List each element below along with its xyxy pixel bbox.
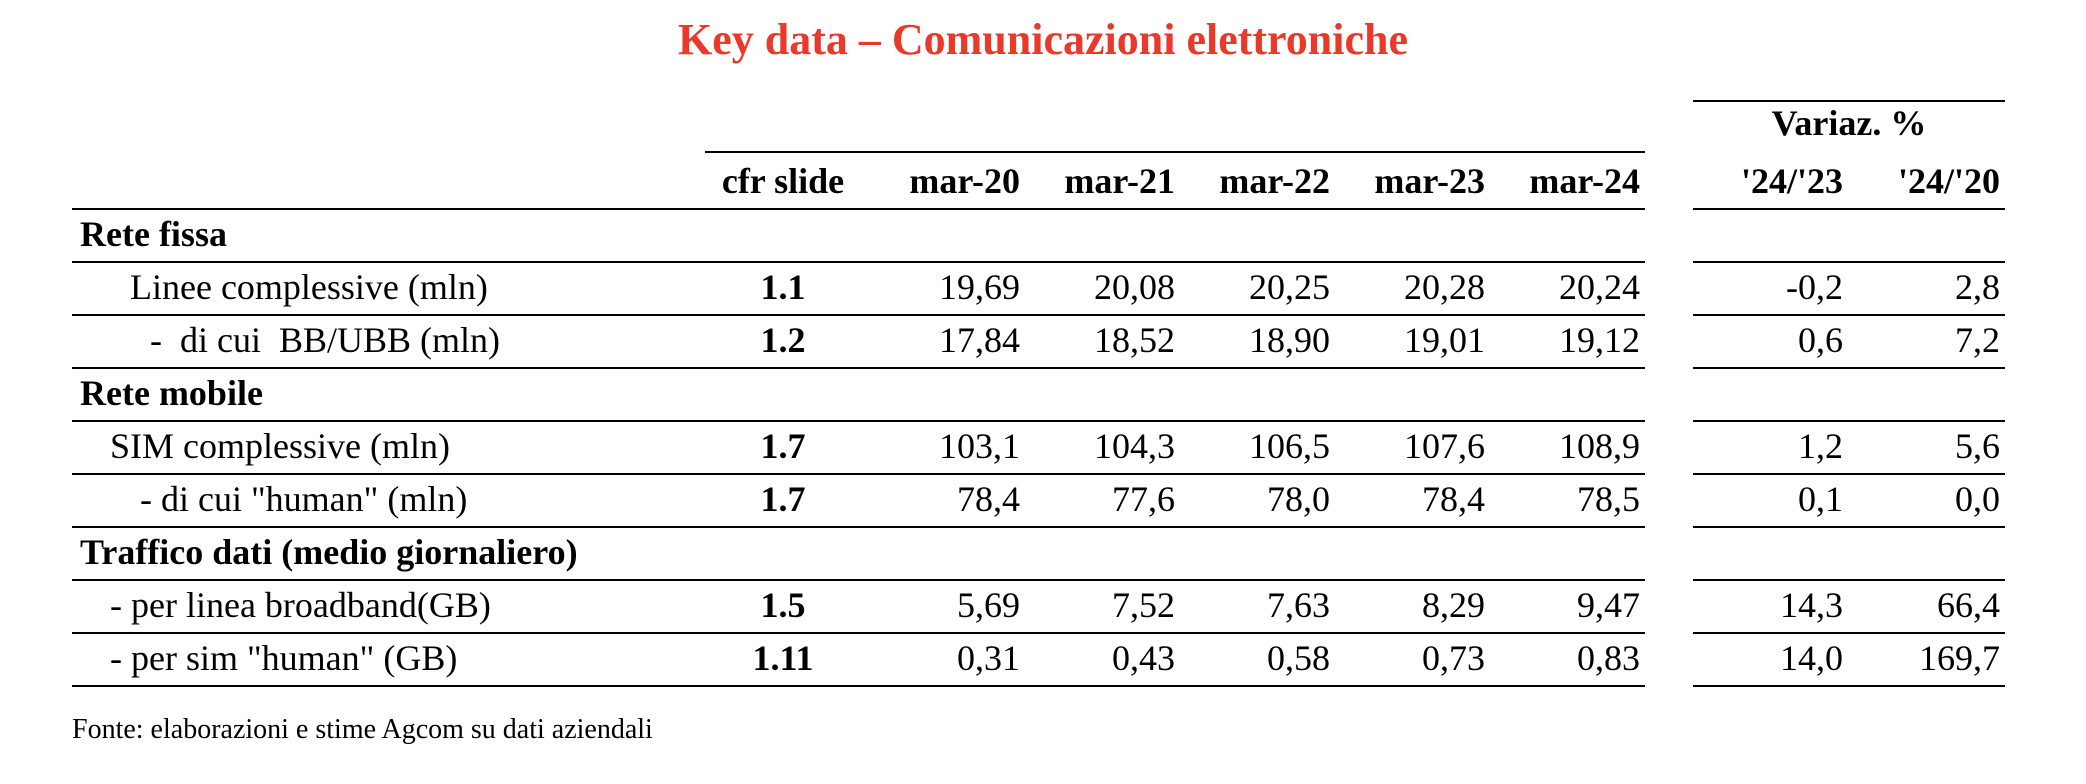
table-row	[0, 314, 2086, 367]
value-cell: 19,12	[1559, 320, 1640, 360]
row-label: - di cui "human" (mln)	[140, 479, 468, 519]
col-header-mar-21: mar-21	[1064, 161, 1175, 201]
source-note: Fonte: elaborazioni e stime Agcom su dati aziendali	[72, 714, 653, 745]
value-cell: 5,69	[957, 585, 1020, 625]
value-cell: 7,63	[1267, 585, 1330, 625]
variation-cell: 66,4	[1937, 585, 2000, 625]
variation-cell: 5,6	[1955, 426, 2000, 466]
value-cell: 20,24	[1559, 267, 1640, 307]
row-label: - per linea broadband(GB)	[110, 585, 491, 625]
value-cell: 20,08	[1094, 267, 1175, 307]
value-cell: 0,73	[1422, 638, 1485, 678]
value-cell: 103,1	[939, 426, 1020, 466]
value-cell: 0,43	[1112, 638, 1175, 678]
value-cell: 0,58	[1267, 638, 1330, 678]
value-cell: 0,31	[957, 638, 1020, 678]
variation-group-header: Variaz. %	[1693, 100, 2005, 146]
value-cell: 0,83	[1577, 638, 1640, 678]
slide-ref: 1.5	[760, 585, 806, 625]
slide-ref: 1.7	[760, 479, 806, 519]
row-label: - di cui BB/UBB (mln)	[150, 320, 500, 360]
slide-ref: 1.11	[752, 638, 814, 678]
col-header-mar-23: mar-23	[1374, 161, 1485, 201]
value-cell: 19,01	[1404, 320, 1485, 360]
value-cell: 19,69	[939, 267, 1020, 307]
table-row	[0, 420, 2086, 473]
col-header-mar-24: mar-24	[1529, 161, 1640, 201]
variation-cell: 1,2	[1798, 426, 1843, 466]
page-title: Key data – Comunicazioni elettroniche	[678, 15, 1408, 64]
variation-cell: 14,3	[1780, 585, 1843, 625]
row-rule-variation	[1693, 526, 2005, 528]
value-cell: 106,5	[1249, 426, 1330, 466]
value-cell: 78,0	[1267, 479, 1330, 519]
section-header: Traffico dati (medio giornaliero)	[80, 532, 578, 572]
table-row	[0, 261, 2086, 314]
col-header-slide: cfr slide	[721, 161, 845, 201]
variation-cell: 0,6	[1798, 320, 1843, 360]
col-header-mar-20: mar-20	[909, 161, 1020, 201]
header-rule-variation	[1693, 208, 2005, 210]
row-rule-variation	[1693, 685, 2005, 687]
value-cell: 107,6	[1404, 426, 1485, 466]
col-header-var-24-23: '24/'23	[1740, 161, 1843, 201]
row-label: - per sim "human" (GB)	[110, 638, 458, 678]
slide-ref: 1.2	[760, 320, 806, 360]
row-rule-variation	[1693, 367, 2005, 369]
value-cell: 78,4	[1422, 479, 1485, 519]
row-label: Linee complessive (mln)	[130, 267, 488, 307]
col-header-var-24-20: '24/'20	[1897, 161, 2000, 201]
value-cell: 108,9	[1559, 426, 1640, 466]
table-row	[0, 473, 2086, 526]
section-header: Rete fissa	[80, 214, 227, 254]
variation-cell: 0,0	[1955, 479, 2000, 519]
header-rule-left	[705, 151, 1645, 153]
row-rule	[72, 685, 1645, 687]
variation-cell: 169,7	[1919, 638, 2000, 678]
value-cell: 77,6	[1112, 479, 1175, 519]
value-cell: 18,90	[1249, 320, 1330, 360]
table-row	[0, 632, 2086, 685]
value-cell: 20,28	[1404, 267, 1485, 307]
variation-cell: 0,1	[1798, 479, 1843, 519]
section-header: Rete mobile	[80, 373, 263, 413]
value-cell: 78,5	[1577, 479, 1640, 519]
row-label: SIM complessive (mln)	[110, 426, 450, 466]
value-cell: 78,4	[957, 479, 1020, 519]
value-cell: 7,52	[1112, 585, 1175, 625]
col-header-mar-22: mar-22	[1219, 161, 1330, 201]
variation-cell: -0,2	[1786, 267, 1843, 307]
value-cell: 104,3	[1094, 426, 1175, 466]
value-cell: 17,84	[939, 320, 1020, 360]
slide-ref: 1.7	[760, 426, 806, 466]
variation-cell: 2,8	[1955, 267, 2000, 307]
value-cell: 18,52	[1094, 320, 1175, 360]
value-cell: 9,47	[1577, 585, 1640, 625]
variation-cell: 14,0	[1780, 638, 1843, 678]
value-cell: 8,29	[1422, 585, 1485, 625]
variation-cell: 7,2	[1955, 320, 2000, 360]
slide-ref: 1.1	[760, 267, 806, 307]
table-row	[0, 579, 2086, 632]
value-cell: 20,25	[1249, 267, 1330, 307]
